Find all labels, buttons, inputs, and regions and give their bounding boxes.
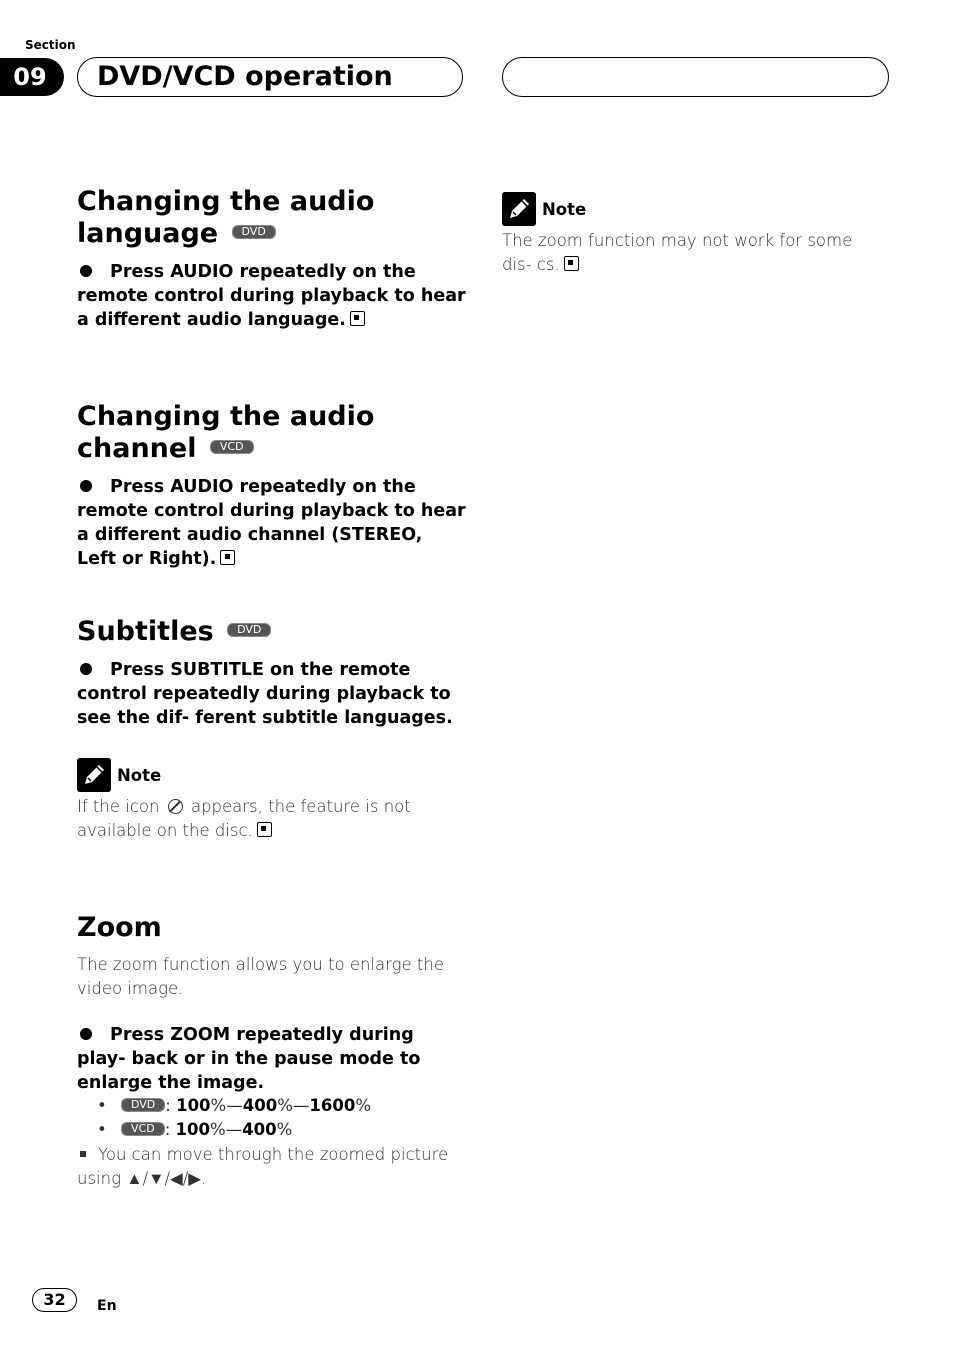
zoom-move-note: You can move through the zoomed picture using ▲/▼/◀/▶.	[77, 1145, 449, 1188]
end-mark-icon	[257, 822, 272, 837]
audio-language-heading-line2: language	[77, 218, 219, 249]
end-mark-icon	[220, 550, 235, 565]
audio-language-heading	[77, 186, 374, 250]
zoom-heading: Zoom	[77, 912, 162, 943]
zoom-intro: The zoom function allows you to enlarge the video image.	[77, 955, 445, 998]
right-header-frame	[502, 57, 889, 97]
end-mark-icon	[350, 311, 365, 326]
square-bullet-icon	[80, 1151, 86, 1157]
bullet-icon	[80, 265, 92, 277]
audio-language-step	[77, 260, 467, 332]
right-note-header	[502, 192, 586, 226]
audio-language-step-text: Press AUDIO repeatedly on the remote control during playback to hear a different audio language.	[77, 262, 466, 330]
bullet-icon	[80, 663, 92, 675]
section-number: 09	[0, 58, 64, 96]
audio-channel-heading-line1: Changing the audio	[77, 401, 375, 432]
note-text-before: If the icon	[77, 797, 160, 816]
zoom-item-vcd: • VCD : 100%—400%	[97, 1120, 293, 1139]
audio-channel-step-text: Press AUDIO repeatedly on the remote control during playback to hear a different audio channel (STEREO, Left or Right).	[77, 477, 466, 569]
subtitles-heading	[77, 616, 271, 648]
zoom-step-text: Press ZOOM repeatedly during play- back or in the pause mode to enlarge the image.	[77, 1025, 421, 1093]
note-pencil-icon	[502, 192, 536, 226]
subtitles-step	[77, 658, 462, 730]
vcd-badge: VCD	[210, 440, 254, 454]
dvd-badge: DVD	[121, 1098, 165, 1112]
zoom-step	[77, 1023, 462, 1095]
section-label: Section	[25, 38, 76, 52]
end-mark-icon	[564, 256, 579, 271]
subtitles-heading-text: Subtitles	[77, 616, 214, 647]
subtitles-note-header	[77, 758, 161, 792]
note-title: Note	[117, 765, 162, 785]
bullet-icon	[80, 480, 92, 492]
vcd-badge: VCD	[121, 1122, 165, 1136]
audio-channel-heading	[77, 401, 374, 465]
audio-channel-step	[77, 475, 467, 571]
page-title: DVD/VCD operation	[97, 61, 393, 92]
prohibited-icon	[168, 799, 183, 814]
audio-language-heading-line1: Changing the audio	[77, 186, 375, 217]
bullet-icon	[80, 1028, 92, 1040]
subtitles-step-text: Press SUBTITLE on the remote control repeatedly during playback to see the dif- ferent subtitle languages.	[77, 660, 453, 728]
note-text-after: appears, the feature is not available on the disc.	[77, 797, 411, 840]
language-label: En	[97, 1298, 117, 1314]
dvd-badge: DVD	[232, 225, 276, 239]
zoom-item-dvd: • DVD : 100%—400%—1600%	[97, 1096, 371, 1115]
note-pencil-icon	[77, 758, 111, 792]
dvd-badge: DVD	[227, 623, 271, 637]
page-number: 32	[32, 1288, 77, 1312]
audio-channel-heading-line2: channel	[77, 433, 197, 464]
subtitles-note-text	[77, 795, 467, 842]
note-title: Note	[542, 199, 587, 219]
right-note-text: The zoom function may not work for some dis- cs.	[502, 231, 853, 274]
